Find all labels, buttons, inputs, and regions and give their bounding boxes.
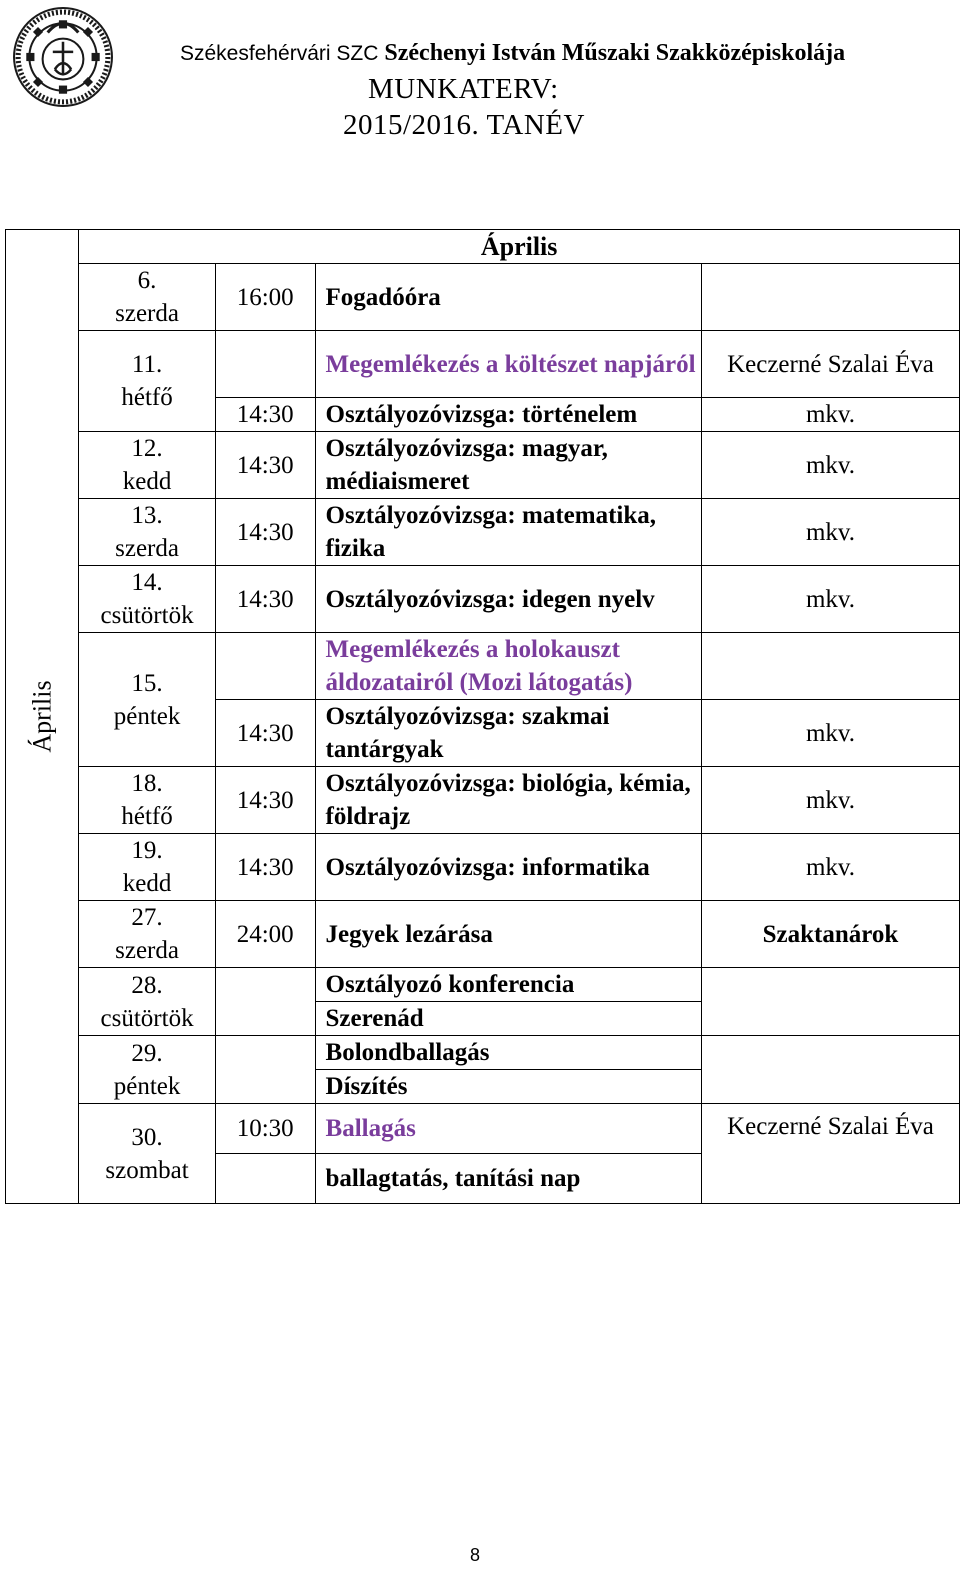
time-cell bbox=[215, 968, 315, 1036]
day-cell: 15. péntek bbox=[79, 633, 216, 767]
event-cell: Osztályozóvizsga: idegen nyelv bbox=[315, 566, 701, 633]
event-cell: Megemlékezés a költészet napjáról bbox=[315, 331, 701, 398]
event-cell: Osztályozóvizsga: történelem bbox=[315, 398, 701, 432]
page-number: 8 bbox=[469, 1545, 480, 1565]
time-cell: 14:30 bbox=[215, 700, 315, 767]
responsible-cell: mkv. bbox=[701, 499, 959, 566]
time-cell: 16:00 bbox=[215, 264, 315, 331]
school-prefix: Székesfehérvári SZC bbox=[180, 42, 379, 65]
event-cell: Osztályozó konferencia bbox=[315, 968, 701, 1002]
responsible-cell: mkv. bbox=[701, 767, 959, 834]
doc-year: 2015/2016. TANÉV bbox=[343, 109, 585, 141]
time-cell: 10:30 bbox=[215, 1104, 315, 1154]
responsible-cell: mkv. bbox=[701, 432, 959, 499]
event-cell: ballagtatás, tanítási nap bbox=[315, 1154, 701, 1204]
responsible-cell bbox=[701, 1036, 959, 1104]
time-cell: 24:00 bbox=[215, 901, 315, 968]
responsible-cell: mkv. bbox=[701, 834, 959, 901]
school-fullname: Széchenyi István Műszaki Szakközépiskolája bbox=[384, 40, 846, 66]
time-cell: 14:30 bbox=[215, 834, 315, 901]
event-cell: Osztályozóvizsga: magyar, médiaismeret bbox=[315, 432, 701, 499]
responsible-cell bbox=[701, 968, 959, 1036]
school-logo-icon bbox=[12, 6, 114, 108]
responsible-cell: mkv. bbox=[701, 398, 959, 432]
event-cell: Megemlékezés a holokauszt áldozatairól (Mozi látogatás) bbox=[315, 633, 701, 700]
april-schedule-table bbox=[5, 229, 960, 1204]
school-name bbox=[180, 38, 950, 69]
event-cell: Osztályozóvizsga: informatika bbox=[315, 834, 701, 901]
day-cell: 6. szerda bbox=[79, 264, 216, 331]
event-cell: Bolondballagás bbox=[315, 1036, 701, 1070]
day-cell: 28. csütörtök bbox=[79, 968, 216, 1036]
time-cell: 14:30 bbox=[215, 566, 315, 633]
time-cell: 14:30 bbox=[215, 767, 315, 834]
responsible-cell bbox=[701, 264, 959, 331]
time-cell: 14:30 bbox=[215, 398, 315, 432]
responsible-cell: Keczerné Szalai Éva bbox=[701, 331, 959, 398]
day-cell: 12. kedd bbox=[79, 432, 216, 499]
day-cell: 11. hétfő bbox=[79, 331, 216, 432]
responsible-cell: Szaktanárok bbox=[701, 901, 959, 968]
event-cell: Fogadóóra bbox=[315, 264, 701, 331]
responsible-cell: mkv. bbox=[701, 700, 959, 767]
responsible-cell: mkv. bbox=[701, 566, 959, 633]
month-heading: Április bbox=[79, 230, 960, 264]
time-cell: 14:30 bbox=[215, 499, 315, 566]
day-cell: 13. szerda bbox=[79, 499, 216, 566]
event-cell: Osztályozóvizsga: biológia, kémia, földrajz bbox=[315, 767, 701, 834]
day-cell: 14. csütörtök bbox=[79, 566, 216, 633]
day-cell: 18. hétfő bbox=[79, 767, 216, 834]
day-cell: 29. péntek bbox=[79, 1036, 216, 1104]
event-cell: Jegyek lezárása bbox=[315, 901, 701, 968]
day-cell: 30. szombat bbox=[79, 1104, 216, 1204]
responsible-cell: Keczerné Szalai Éva bbox=[701, 1104, 959, 1204]
month-side-label: Április bbox=[6, 230, 79, 1204]
doc-title: MUNKATERV: bbox=[368, 73, 559, 105]
event-cell: Osztályozóvizsga: matematika, fizika bbox=[315, 499, 701, 566]
time-cell bbox=[215, 1154, 315, 1204]
time-cell bbox=[215, 633, 315, 700]
time-cell: 14:30 bbox=[215, 432, 315, 499]
event-cell: Osztályozóvizsga: szakmai tantárgyak bbox=[315, 700, 701, 767]
day-cell: 27. szerda bbox=[79, 901, 216, 968]
time-cell bbox=[215, 1036, 315, 1104]
event-cell: Szerenád bbox=[315, 1002, 701, 1036]
event-cell: Díszítés bbox=[315, 1070, 701, 1104]
responsible-cell bbox=[701, 633, 959, 700]
day-cell: 19. kedd bbox=[79, 834, 216, 901]
event-cell: Ballagás bbox=[315, 1104, 701, 1154]
time-cell bbox=[215, 331, 315, 398]
